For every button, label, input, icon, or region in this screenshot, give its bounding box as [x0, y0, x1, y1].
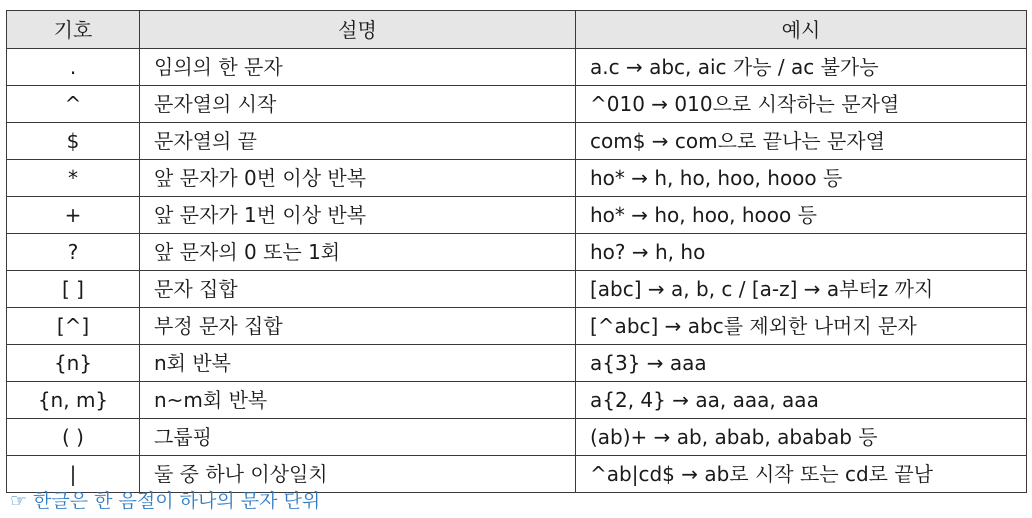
table-row — [7, 123, 1027, 160]
cell-description: 문자 집합 — [140, 271, 576, 308]
cell-description: 그룹핑 — [140, 419, 576, 456]
cell-example: ho? → h, ho — [576, 234, 1027, 271]
cell-description: n~m회 반복 — [140, 382, 576, 419]
table-row — [7, 86, 1027, 123]
header-symbol: 기호 — [7, 11, 140, 49]
cell-example: a.c → abc, aic 가능 / ac 불가능 — [576, 49, 1027, 86]
cell-description: 임의의 한 문자 — [140, 49, 576, 86]
table-row — [7, 234, 1027, 271]
cell-symbol: | — [7, 456, 140, 493]
cell-symbol: ^ — [7, 86, 140, 123]
cell-description: 문자열의 끝 — [140, 123, 576, 160]
cell-description: 부정 문자 집합 — [140, 308, 576, 345]
cell-description: 문자열의 시작 — [140, 86, 576, 123]
cell-symbol: {n, m} — [7, 382, 140, 419]
cell-symbol: . — [7, 49, 140, 86]
cell-symbol: [^] — [7, 308, 140, 345]
table-body — [7, 49, 1027, 493]
regex-symbol-table — [6, 10, 1027, 493]
cell-symbol: ? — [7, 234, 140, 271]
cell-symbol: + — [7, 197, 140, 234]
table-row — [7, 345, 1027, 382]
cell-symbol: [ ] — [7, 271, 140, 308]
cell-description: 앞 문자가 1번 이상 반복 — [140, 197, 576, 234]
cell-example: ^010 → 010으로 시작하는 문자열 — [576, 86, 1027, 123]
note-line — [10, 486, 320, 513]
cell-example: ho* → h, ho, hoo, hooo 등 — [576, 160, 1027, 197]
cell-example: a{3} → aaa — [576, 345, 1027, 382]
cell-description: n회 반복 — [140, 345, 576, 382]
cell-example: (ab)+ → ab, abab, ababab 등 — [576, 419, 1027, 456]
table-row — [7, 49, 1027, 86]
cell-example: com$ → com으로 끝나는 문자열 — [576, 123, 1027, 160]
cell-symbol: * — [7, 160, 140, 197]
cell-symbol: ( ) — [7, 419, 140, 456]
table-row — [7, 160, 1027, 197]
cell-description: 앞 문자의 0 또는 1회 — [140, 234, 576, 271]
header-description: 설명 — [140, 11, 576, 49]
pointing-hand-icon: ☞ — [10, 490, 28, 512]
table-row — [7, 308, 1027, 345]
cell-symbol: {n} — [7, 345, 140, 382]
cell-example: ^ab|cd$ → ab로 시작 또는 cd로 끝남 — [576, 456, 1027, 493]
cell-example: a{2, 4} → aa, aaa, aaa — [576, 382, 1027, 419]
cell-symbol: $ — [7, 123, 140, 160]
cell-example: [abc] → a, b, c / [a-z] → a부터z 까지 — [576, 271, 1027, 308]
table-header-row — [7, 11, 1027, 49]
cell-example: ho* → ho, hoo, hooo 등 — [576, 197, 1027, 234]
table-row — [7, 271, 1027, 308]
note-text: 한글은 한 음절이 하나의 문자 단위 — [33, 490, 321, 512]
table-row — [7, 419, 1027, 456]
cell-description: 앞 문자가 0번 이상 반복 — [140, 160, 576, 197]
table-row — [7, 382, 1027, 419]
cell-description: 둘 중 하나 이상일치 — [140, 456, 576, 493]
header-example: 예시 — [576, 11, 1027, 49]
table-row — [7, 197, 1027, 234]
cell-example: [^abc] → abc를 제외한 나머지 문자 — [576, 308, 1027, 345]
